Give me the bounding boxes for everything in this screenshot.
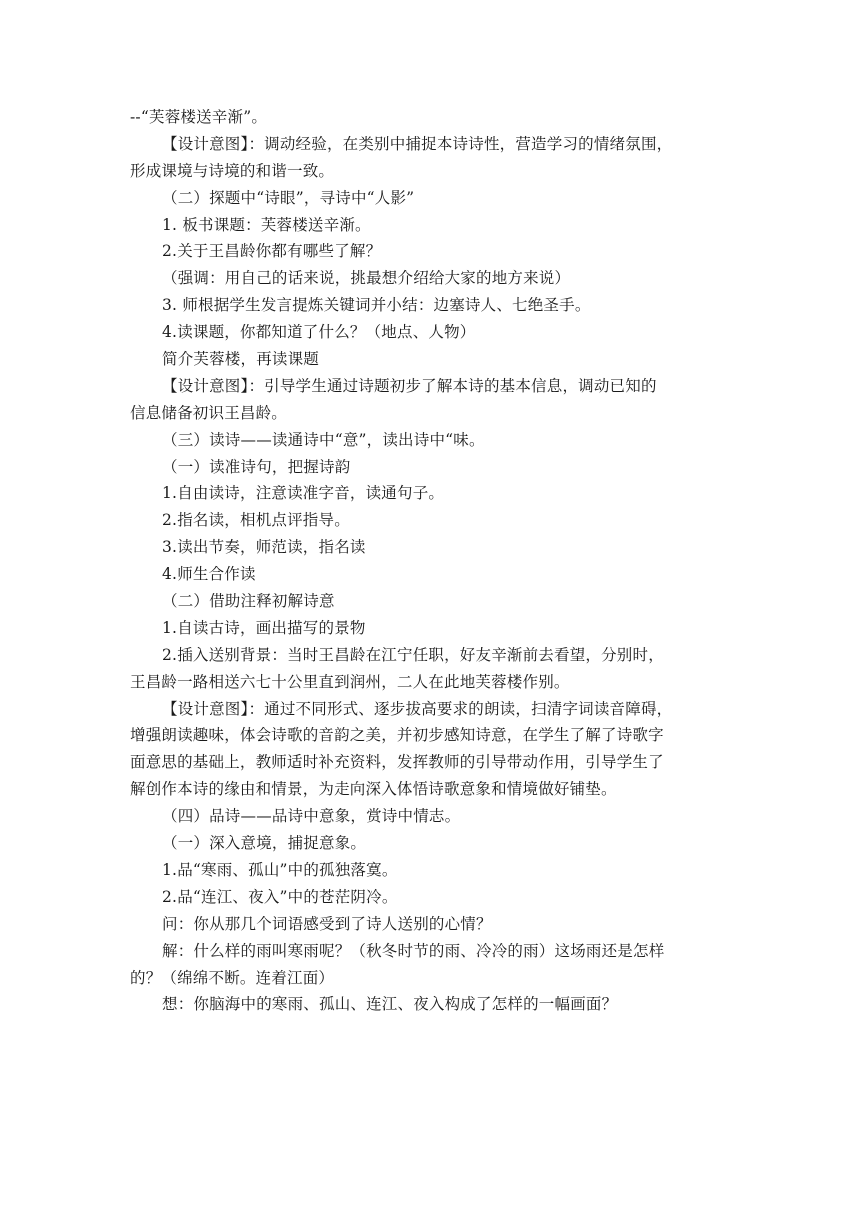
text-line: --“芙蓉楼送辛渐”。 bbox=[130, 108, 268, 126]
text-line: 王昌龄一路相送六七十公里直到润州，二人在此地芙蓉楼作别。 bbox=[130, 672, 570, 691]
step-item: 1.自由读诗，注意读准字音，读通句子。 bbox=[162, 484, 445, 503]
subsection-heading: （一）读准诗句，把握诗韵 bbox=[162, 457, 351, 476]
text-line: （强调：用自己的话来说，挑最想介绍给大家的地方来说） bbox=[162, 269, 571, 288]
design-intent-line: 【设计意图】：引导学生通过诗题初步了解本诗的基本信息，调动已知的 bbox=[162, 376, 657, 395]
step-item: 2.插入送别背景：当时王昌龄在江宁任职，好友辛渐前去看望，分别时， bbox=[162, 645, 664, 664]
step-item: 3.读出节奏，师范读，指名读 bbox=[162, 538, 366, 557]
text-line: 简介芙蓉楼，再读课题 bbox=[162, 350, 320, 369]
step-item: 2.指名读，相机点评指导。 bbox=[162, 511, 350, 530]
section-heading: （二）探题中“诗眼”，寻诗中“人影” bbox=[162, 188, 415, 207]
section-heading: （三）读诗——读通诗中“意”，读出诗中“味。 bbox=[162, 430, 485, 449]
text-line: 形成课境与诗境的和谐一致。 bbox=[130, 161, 335, 180]
step-item: 1. 板书课题：芙蓉楼送辛渐。 bbox=[162, 215, 371, 234]
design-intent-line: 【设计意图】：通过不同形式、逐步拔高要求的朗读，扫清字词读音障碍， bbox=[162, 699, 673, 718]
document-body bbox=[130, 104, 730, 1018]
step-item: 2.品“连江、夜入”中的苍茫阴冷。 bbox=[162, 887, 398, 906]
step-item: 1.品“寒雨、孤山”中的孤独落寞。 bbox=[162, 860, 398, 879]
text-line: 信息储备初识王昌龄。 bbox=[130, 403, 288, 422]
step-item: 4.读课题，你都知道了什么？（地点、人物） bbox=[162, 323, 476, 342]
subsection-heading: （二）借助注释初解诗意 bbox=[162, 592, 335, 611]
subsection-heading: （一）深入意境，捕捉意象。 bbox=[162, 834, 367, 853]
text-line: 面意思的基础上，教师适时补充资料，发挥教师的引导带动作用，引导学生了 bbox=[130, 753, 664, 772]
imagine-line: 想：你脑海中的寒雨、孤山、连江、夜入构成了怎样的一幅画面？ bbox=[162, 995, 618, 1014]
text-line: 的？（绵绵不断。连着江面） bbox=[130, 968, 335, 987]
section-heading: （四）品诗——品诗中意象，赏诗中情志。 bbox=[162, 807, 461, 826]
explanation-line: 解：什么样的雨叫寒雨呢？（秋冬时节的雨、冷冷的雨）这场雨还是怎样 bbox=[162, 941, 665, 960]
step-item: 3. 师根据学生发言提炼关键词并小结：边塞诗人、七绝圣手。 bbox=[162, 296, 591, 315]
step-item: 2.关于王昌龄你都有哪些了解？ bbox=[162, 242, 382, 261]
question-line: 问：你从那几个词语感受到了诗人送别的心情？ bbox=[162, 914, 492, 933]
text-line: 增强朗读趣味，体会诗歌的音韵之美，并初步感知诗意，在学生了解了诗歌字 bbox=[130, 726, 664, 745]
design-intent-line: 【设计意图】：调动经验，在类别中捕捉本诗诗性，营造学习的情绪氛围， bbox=[162, 134, 673, 153]
step-item: 1.自读古诗，画出描写的景物 bbox=[162, 618, 366, 637]
text-line: 解创作本诗的缘由和情景，为走向深入体悟诗歌意象和情境做好铺垫。 bbox=[130, 780, 617, 799]
step-item: 4.师生合作读 bbox=[162, 565, 256, 584]
